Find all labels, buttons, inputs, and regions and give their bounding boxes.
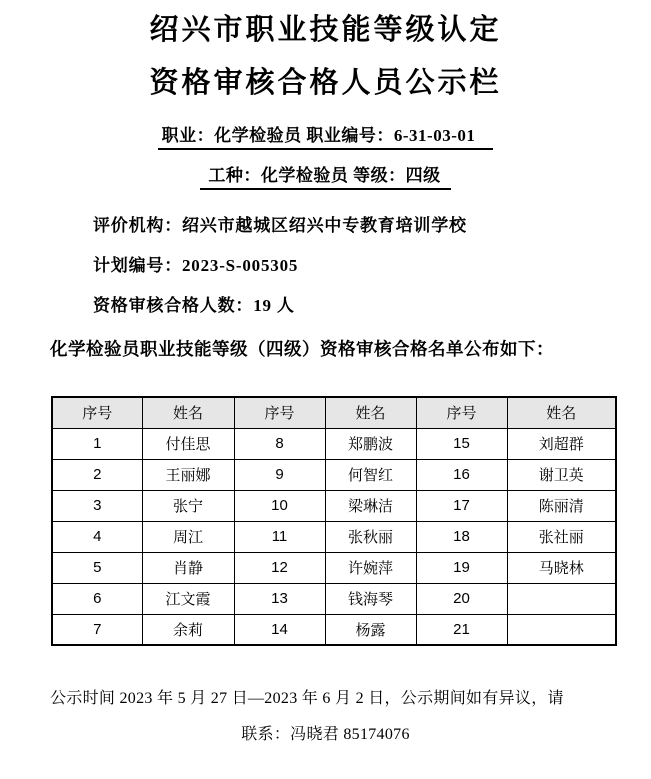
evaluation-agency-line: 评价机构：绍兴市越城区绍兴中专教育培训学校 [93,216,467,235]
column-header-seq-3: 序号 [416,397,507,428]
cell-name: 王丽娜 [142,459,234,490]
plan-number-line: 计划编号：2023-S-005305 [93,256,299,275]
cell-seq: 17 [416,490,507,521]
qualified-count-line: 资格审核合格人数：19 人 [93,296,295,315]
cell-name: 郑鹏波 [325,428,416,459]
cell-name: 张社丽 [507,521,616,552]
cell-seq: 3 [52,490,142,521]
cell-seq: 13 [234,583,325,614]
cell-name: 杨露 [325,614,416,645]
cell-seq: 10 [234,490,325,521]
occupation-line-text: 职业：化学检验员 职业编号：6-31-03-01 [158,126,494,150]
cell-seq: 2 [52,459,142,490]
cell-name: 江文霞 [142,583,234,614]
cell-seq: 4 [52,521,142,552]
cell-name [507,583,616,614]
cell-name: 肖静 [142,552,234,583]
table-header-row [52,397,616,428]
document-title-line2: 资格审核合格人员公示栏 [149,67,502,99]
table-row [52,428,616,459]
qualified-roster-table [51,396,617,646]
column-header-name-3: 姓名 [507,397,616,428]
trade-grade-line-text: 工种：化学检验员 等级：四级 [200,166,450,190]
table-row [52,490,616,521]
cell-seq: 7 [52,614,142,645]
cell-name: 梁琳洁 [325,490,416,521]
cell-name: 何智红 [325,459,416,490]
cell-seq: 14 [234,614,325,645]
table-row [52,521,616,552]
table-row [52,583,616,614]
cell-name [507,614,616,645]
table-row [52,614,616,645]
cell-name: 余莉 [142,614,234,645]
cell-name: 付佳思 [142,428,234,459]
contact-line: 联系：冯晓君 85174076 [241,726,410,743]
cell-name: 钱海琴 [325,583,416,614]
cell-seq: 15 [416,428,507,459]
column-header-seq-1: 序号 [52,397,142,428]
cell-seq: 6 [52,583,142,614]
document-title-line1: 绍兴市职业技能等级认定 [149,14,502,46]
cell-seq: 1 [52,428,142,459]
cell-seq: 11 [234,521,325,552]
cell-seq: 5 [52,552,142,583]
meta-block [0,206,651,326]
column-header-name-2: 姓名 [325,397,416,428]
cell-seq: 21 [416,614,507,645]
cell-name: 周江 [142,521,234,552]
trade-grade-line [0,164,651,188]
cell-seq: 9 [234,459,325,490]
cell-seq: 18 [416,521,507,552]
publicity-period-line: 公示时间 2023 年 5 月 27 日—2023 年 6 月 2 日，公示期间如有异议，请 [50,690,564,707]
cell-name: 张秋丽 [325,521,416,552]
cell-seq: 8 [234,428,325,459]
cell-seq: 20 [416,583,507,614]
cell-name: 许婉萍 [325,552,416,583]
cell-seq: 16 [416,459,507,490]
column-header-name-1: 姓名 [142,397,234,428]
cell-name: 马晓林 [507,552,616,583]
occupation-line [0,124,651,148]
cell-name: 陈丽清 [507,490,616,521]
cell-seq: 19 [416,552,507,583]
table-row [52,552,616,583]
table-row [52,459,616,490]
cell-name: 谢卫英 [507,459,616,490]
list-intro-line: 化学检验员职业技能等级（四级）资格审核合格名单公布如下： [50,339,554,359]
column-header-seq-2: 序号 [234,397,325,428]
cell-name: 刘超群 [507,428,616,459]
cell-seq: 12 [234,552,325,583]
cell-name: 张宁 [142,490,234,521]
